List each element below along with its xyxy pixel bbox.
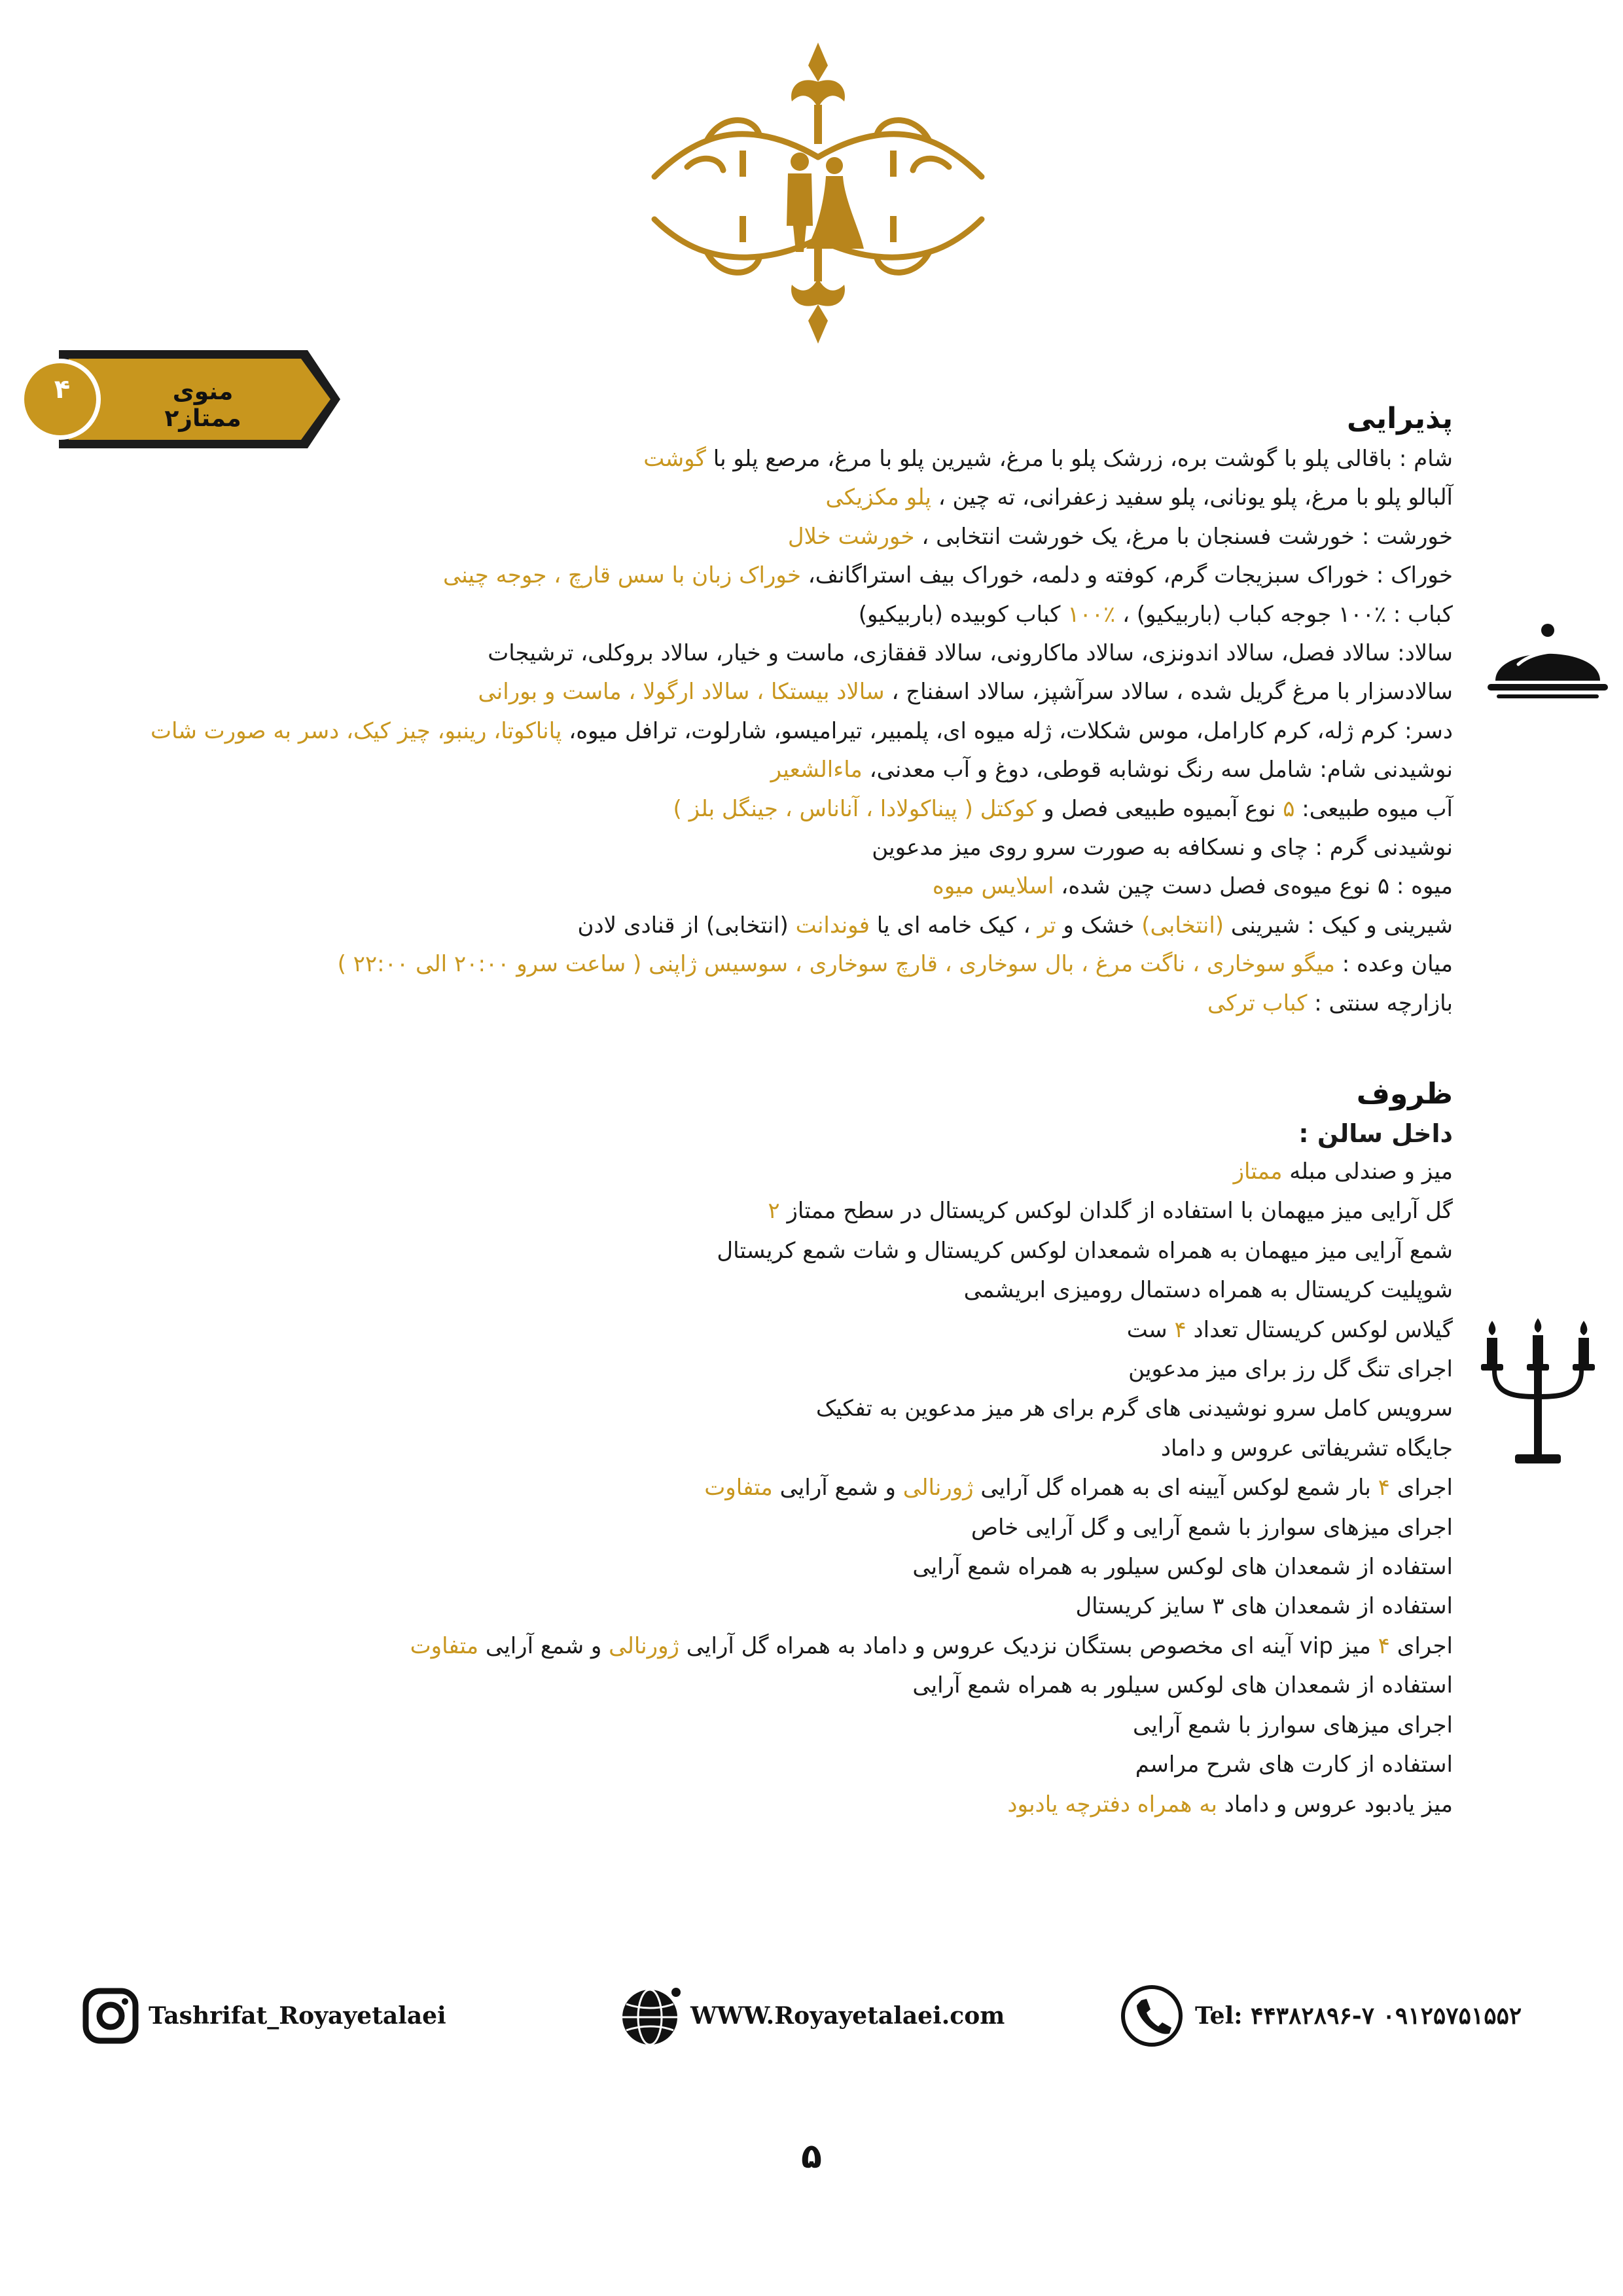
line-text: آلبالو پلو با مرغ، پلو یونانی، پلو سفید زعفرانی، ته چین ، [931, 484, 1453, 511]
website-url: WWW.Royayetalaei.com [690, 2002, 1005, 2030]
line-text: استفاده از شمعدان های لوکس سیلور به همراه شمع آرایی [912, 1672, 1453, 1699]
reception-line [151, 440, 1453, 478]
line-text: کباب : ٪۱۰۰ جوجه کباب (باربیکیو) ، [1115, 601, 1453, 628]
line-text: ، کیک خامه ای یا [869, 912, 1038, 939]
footer-phone[interactable] [1119, 1983, 1522, 2049]
highlight-text: کوکتل ( پیناکولادا ، آناناس ، جینگل بلز ) [673, 795, 1037, 822]
footer-instagram[interactable] [82, 1983, 446, 2049]
reception-section [151, 398, 1453, 1023]
highlight-text: ژورنالی [609, 1632, 679, 1659]
line-text: خوراک : خوراک سبزیجات گرم، کوفته و دلمه، خوراک بیف استراگانف، [801, 562, 1453, 589]
wedding-couple-ornament-icon [648, 36, 988, 344]
dishes-line [410, 1310, 1453, 1350]
line-text: کباب کوبیده (باربیکیو) [858, 601, 1068, 628]
line-text: اجرای [1389, 1632, 1453, 1659]
reception-line [151, 634, 1453, 673]
line-text: میز و صندلی مبله [1282, 1158, 1453, 1185]
line-text: سرویس کامل سرو نوشیدنی های گرم برای هر میز مدعوین به تفکیک [815, 1395, 1453, 1422]
highlight-text: سالاد بیستکا ، سالاد ارگولا ، ماست و بورانی [478, 679, 885, 706]
footer-website[interactable] [618, 1983, 1005, 2049]
dishes-list [410, 1152, 1453, 1824]
line-text: میوه : ۵ نوع میوه‌ی فصل دست چین شده، [1054, 873, 1453, 900]
line-text: شمع آرایی میز میهمان به همراه شمعدان لوکس کریستال و شات شمع کریستال [717, 1237, 1453, 1264]
line-text: نوشیدنی شام: شامل سه رنگ نوشابه قوطی، دوغ و آب معدنی، [862, 757, 1453, 783]
reception-line [151, 478, 1453, 517]
instagram-handle: Tashrifat_Royayetalaei [149, 2002, 446, 2030]
instagram-icon [82, 1987, 139, 2045]
highlight-text: ۴ [1174, 1316, 1186, 1343]
line-text: بازارچه سنتی : [1307, 990, 1453, 1016]
highlight-text: به همراه دفترچه یادبود [1007, 1791, 1217, 1818]
phone-numbers: Tel: ۴۴۳۸۲۸۹۶-۷ ۰۹۱۲۵۷۵۱۵۵۲ [1195, 2002, 1522, 2030]
line-text: اجرای میزهای سوارز با شمع آرایی [1133, 1712, 1453, 1738]
dishes-line [410, 1547, 1453, 1587]
dishes-line [410, 1587, 1453, 1626]
highlight-text: گوشت [643, 446, 706, 472]
dishes-line [410, 1745, 1453, 1784]
line-text: میز یادبود عروس و داماد [1217, 1791, 1453, 1818]
reception-list [151, 440, 1453, 1023]
reception-heading: پذیرایی [1347, 402, 1453, 435]
dishes-line [410, 1468, 1453, 1507]
dishes-line [410, 1231, 1453, 1270]
highlight-text: ٪۱۰۰ [1067, 601, 1116, 628]
section-tab-title: منوی ممتاز۲ [164, 378, 241, 432]
dishes-line [410, 1429, 1453, 1468]
dishes-line [410, 1191, 1453, 1230]
line-text: ست [1126, 1316, 1175, 1343]
dishes-line [410, 1666, 1453, 1705]
line-text: اجرای [1389, 1475, 1453, 1501]
highlight-text: ۵ [1283, 795, 1295, 822]
cloche-icon [1482, 619, 1623, 704]
highlight-text: پلو مکزیکی [825, 484, 931, 511]
highlight-text: اسلایس میوه [932, 873, 1054, 900]
reception-line [151, 518, 1453, 556]
highlight-text: کباب ترکی [1207, 990, 1308, 1016]
highlight-text: خورشت خلال [787, 523, 915, 550]
line-text: (انتخابی) از قنادی لادن [577, 912, 796, 939]
dishes-line [410, 1152, 1453, 1191]
phone-icon [1119, 1983, 1185, 2049]
highlight-text: ۲ [768, 1198, 780, 1225]
section-tab-number: ۴ [54, 374, 71, 404]
dishes-line [410, 1270, 1453, 1310]
dishes-line [410, 1508, 1453, 1547]
dishes-line [410, 1626, 1453, 1666]
dishes-section [410, 1073, 1453, 1824]
line-text: استفاده از شمعدان های ۳ سایز کریستال [1075, 1593, 1453, 1620]
highlight-text: ماءالشعیر [770, 757, 863, 783]
line-text: سالاد: سالاد فصل، سالاد اندونزی، سالاد ماکارونی، سالاد قفقازی، ماست و خیار، سالاد بروکلی، ترشیجات [488, 640, 1453, 667]
line-text: دسر: کرم ژله، کرم کارامل، موس شکلات، ژله میوه ای، پلمبیر، تیرامیسو، شارلوت، ترافل میوه، [562, 717, 1453, 744]
reception-line [151, 751, 1453, 789]
line-text: اجرای تنگ گل رز برای میز مدعوین [1128, 1356, 1453, 1383]
line-text: آب میوه طبیعی: [1294, 795, 1453, 822]
dishes-line [410, 1785, 1453, 1824]
line-text: استفاده از کارت های شرح مراسم [1135, 1751, 1453, 1778]
highlight-text: متفاوت [410, 1632, 479, 1659]
reception-line [151, 906, 1453, 945]
candelabra-icon [1476, 1316, 1600, 1473]
line-text: سالادسزار با مرغ گریل شده ، سالاد سرآشپز، سالاد اسفناج ، [884, 679, 1453, 706]
highlight-text: میگو سوخاری ، ناگت مرغ ، بال سوخاری ، قارچ سوخاری ، سوسیس ژاپنی ( ساعت سرو ۲۰:۰۰ الی ۲۲:۰۰ ) [337, 951, 1335, 978]
highlight-text: پاناکوتا، رینبو، چیز کیک، دسر به صورت شات [150, 717, 562, 744]
reception-line [151, 867, 1453, 906]
line-text: خشک و [1056, 912, 1142, 939]
line-text: گل آرایی میز میهمان با استفاده از گلدان لوکس کریستال در سطح ممتاز [779, 1198, 1453, 1225]
highlight-text: ۴ [1378, 1475, 1390, 1501]
line-text: نوع آبمیوه طبیعی فصل و [1036, 795, 1283, 822]
highlight-text: خوراک زبان با سس قارچ ، جوجه چینی [442, 562, 801, 589]
line-text: میز vip آینه ای مخصوص بستگان نزدیک عروس و داماد به همراه گل آرایی [679, 1632, 1378, 1659]
reception-line [151, 556, 1453, 595]
line-text: جایگاه تشریفاتی عروس و داماد [1160, 1435, 1453, 1462]
reception-line [151, 790, 1453, 829]
line-text: خورشت : خورشت فسنجان با مرغ، یک خورشت انتخابی ، [914, 523, 1453, 550]
reception-line [151, 984, 1453, 1023]
highlight-text: (انتخابی) [1141, 912, 1224, 939]
dishes-line [410, 1350, 1453, 1389]
reception-line [151, 596, 1453, 634]
highlight-text: متفاوت [704, 1475, 773, 1501]
highlight-text: ممتاز [1233, 1158, 1283, 1185]
line-text: بار شمع لوکس آیینه ای به همراه گل آرایی [973, 1475, 1378, 1501]
globe-icon [618, 1983, 684, 2049]
line-text: و شمع آرایی [478, 1632, 609, 1659]
highlight-text: تر [1037, 912, 1056, 939]
line-text: نوشیدنی گرم : چای و نسکافه به صورت سرو روی میز مدعوین [872, 834, 1453, 861]
line-text: شام : باقالی پلو با گوشت بره، زرشک پلو با مرغ، شیرین پلو با مرغ، مرصع پلو با [705, 446, 1453, 472]
dishes-line [410, 1389, 1453, 1428]
line-text: و شمع آرایی [772, 1475, 903, 1501]
line-text: شوپلیت کریستال به همراه دستمال رومیزی ابریشمی [963, 1277, 1453, 1304]
dishes-heading: ظروف [1356, 1077, 1453, 1111]
page-number: ۵ [801, 2137, 822, 2176]
dishes-subheading: داخل سالن : [1298, 1119, 1453, 1148]
dishes-line [410, 1706, 1453, 1745]
line-text: شیرینی و کیک : شیرینی [1224, 912, 1453, 939]
reception-line [151, 945, 1453, 984]
line-text: اجرای میزهای سوارز با شمع آرایی و گل آرایی خاص [971, 1514, 1453, 1541]
highlight-text: ۴ [1378, 1632, 1390, 1659]
reception-line [151, 712, 1453, 751]
reception-line [151, 673, 1453, 711]
highlight-text: ژورنالی [902, 1475, 974, 1501]
line-text: گیلاس لوکس کریستال تعداد [1186, 1316, 1453, 1343]
line-text: استفاده از شمعدان های لوکس سیلور به همراه شمع آرایی [912, 1554, 1453, 1581]
highlight-text: فوندانت [795, 912, 870, 939]
line-text: میان وعده : [1334, 951, 1453, 978]
reception-line [151, 829, 1453, 867]
